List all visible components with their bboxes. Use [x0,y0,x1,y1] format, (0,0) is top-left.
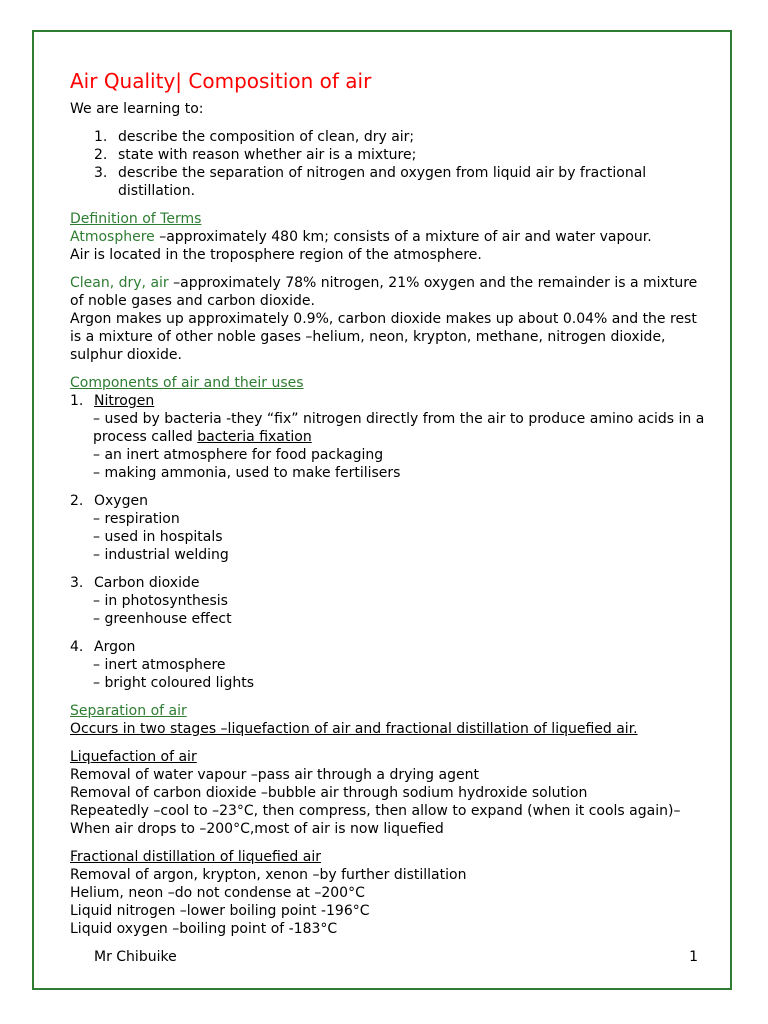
footer-author: Mr Chibuike [94,949,177,965]
list-number: 2. [70,493,84,509]
use-line: – used in hospitals [93,529,223,545]
atmosphere-line2: Air is located in the troposphere region of the atmosphere. [70,247,482,263]
list-number: 3. [70,575,84,591]
use-line: – greenhouse effect [93,611,232,627]
clean-air-term: Clean, dry, air [70,275,169,291]
list-number: 2. [94,147,108,163]
liquefaction-line: When air drops to –200°C,most of air is now liquefied [70,821,444,837]
list-item [94,128,710,146]
use-line: – an inert atmosphere for food packaging [93,447,384,463]
document-body [70,66,710,938]
atmosphere-definition [70,228,710,246]
list-number: 1. [70,393,84,409]
oxygen-uses [70,510,710,564]
component-name: Nitrogen [94,393,155,409]
atmosphere-term: Atmosphere [70,229,155,245]
component-argon [70,638,710,656]
fractional-line: Helium, neon –do not condense at –200°C [70,885,365,901]
definitions-heading: Definition of Terms [70,211,202,227]
list-item [94,164,710,200]
use-line: – industrial welding [93,547,229,563]
use-line: – bright coloured lights [93,675,254,691]
use-line: – respiration [93,511,180,527]
separation-heading: Separation of air [70,703,187,719]
atmosphere-text: –approximately 480 km; consists of a mixture of air and water vapour. [154,229,652,245]
separation-stages: Occurs in two stages –liquefaction of air and fractional distillation of liquefied air. [70,721,638,737]
objectives-list [70,128,710,200]
component-oxygen [70,492,710,510]
clean-air-text: –approximately 78% nitrogen, 21% oxygen and the remainder is a mixture of noble gases and carbon dioxide. [70,275,698,309]
list-text: describe the composition of clean, dry air; [118,129,415,145]
bacteria-fixation-term: bacteria fixation [197,429,312,445]
list-text: state with reason whether air is a mixture; [118,147,417,163]
use-line: – inert atmosphere [93,657,226,673]
list-number: 1. [94,129,108,145]
fractional-line: Liquid oxygen –boiling point of -183°C [70,921,338,937]
liquefaction-line: Removal of carbon dioxide –bubble air through sodium hydroxide solution [70,785,588,801]
use-line: – making ammonia, used to make fertilisers [93,465,401,481]
argon-uses [70,656,710,692]
co2-uses [70,592,710,628]
use-line: – used by bacteria -they “fix” nitrogen directly from the air to produce amino acids in a process called bacteria fixation [93,411,705,445]
fractional-heading: Fractional distillation of liquefied air [70,849,321,865]
argon-paragraph: Argon makes up approximately 0.9%, carbon dioxide makes up about 0.04% and the rest is a mixture of other noble gases –helium, neon, krypton, methane, nitrogen dioxide, sulphur dioxide. [70,311,697,363]
list-number: 4. [70,639,84,655]
nitrogen-uses [70,410,710,482]
components-heading: Components of air and their uses [70,375,304,391]
fractional-line: Liquid nitrogen –lower boiling point -196°C [70,903,370,919]
liquefaction-heading: Liquefaction of air [70,749,197,765]
clean-air-definition [70,274,710,310]
component-carbon-dioxide [70,574,710,592]
page-number: 1 [689,949,698,965]
component-name: Argon [94,639,136,655]
page-title: Air Quality| Composition of air [70,69,372,93]
component-nitrogen [70,392,710,410]
intro-text: We are learning to: [70,101,204,117]
list-number: 3. [94,165,108,181]
liquefaction-line: Removal of water vapour –pass air through a drying agent [70,767,479,783]
fractional-line: Removal of argon, krypton, xenon –by further distillation [70,867,467,883]
use-line: – in photosynthesis [93,593,228,609]
list-text: describe the separation of nitrogen and oxygen from liquid air by fractional distillation. [118,165,647,199]
list-item [94,146,710,164]
liquefaction-line: Repeatedly –cool to –23°C, then compress, then allow to expand (when it cools again)– [70,803,681,819]
component-name: Oxygen [94,493,148,509]
component-name: Carbon dioxide [94,575,200,591]
